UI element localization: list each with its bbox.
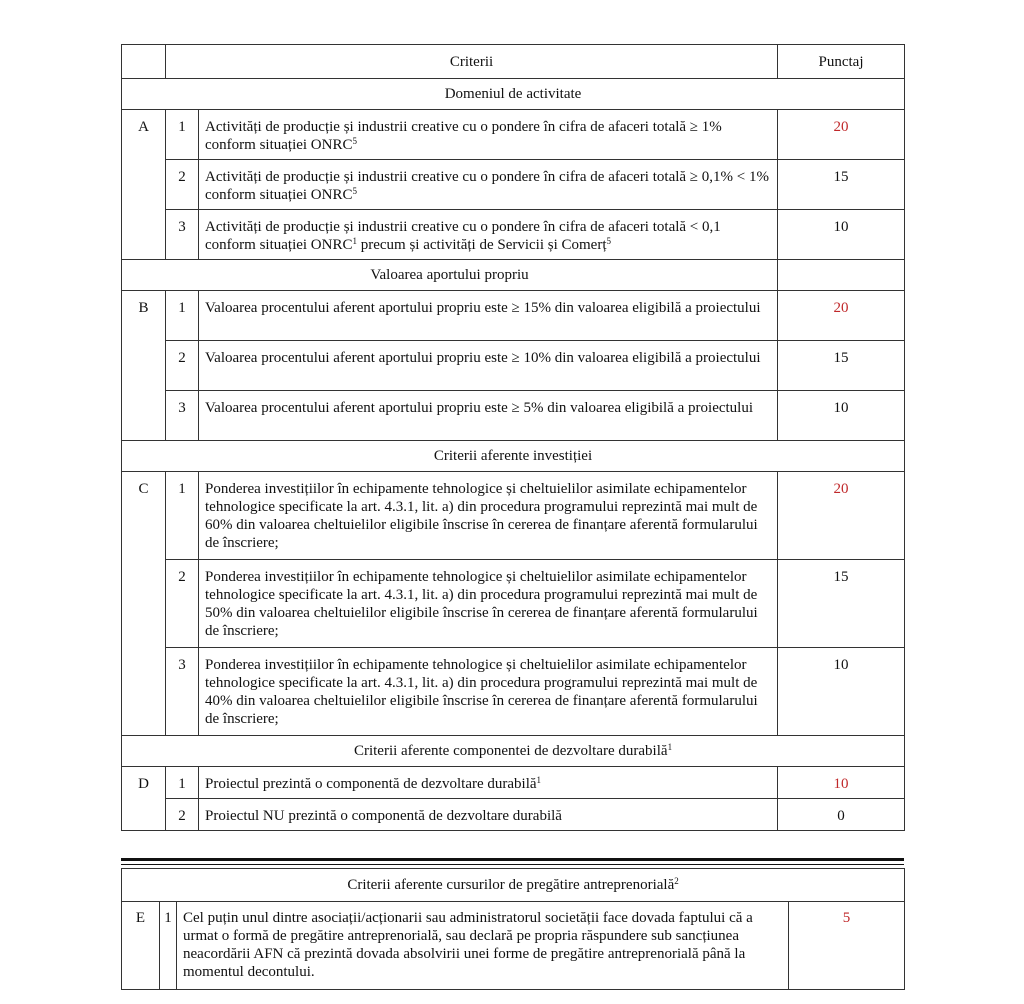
section-d-letter: D — [122, 767, 166, 831]
row-number: 2 — [166, 341, 199, 391]
row-number: 1 — [166, 472, 199, 560]
separator-rule — [121, 858, 904, 861]
row-number: 2 — [166, 799, 199, 831]
score-value: 20 — [778, 291, 905, 341]
table-row — [122, 291, 905, 341]
score-value: 20 — [778, 110, 905, 160]
score-value: 5 — [789, 902, 905, 990]
criterion-text: Proiectul prezintă o componentă de dezvoltare durabilă$^1$ — [199, 767, 778, 799]
table-row — [122, 160, 905, 210]
criterion-text: Ponderea investițiilor în echipamente tehnologice și cheltuielilor asimilate echipamentelor tehnologice specificate la art. 4.3.1, lit. a) din procedura programului reprezintă mai mult de 60% din valoarea cheltuielilor eligibile înscrise în cererea de finanțare aferentă formularului de înscriere; — [199, 472, 778, 560]
row-number: 2 — [166, 160, 199, 210]
header-empty-cell — [122, 45, 166, 79]
score-value: 10 — [778, 391, 905, 441]
section-c-title: Criterii aferente investiției — [122, 441, 905, 472]
row-number: 2 — [166, 560, 199, 648]
table-row — [122, 391, 905, 441]
table-row — [122, 648, 905, 736]
row-number: 3 — [166, 210, 199, 260]
section-e-title: Criterii aferente cursurilor de pregătire antreprenorială$^2$ — [122, 869, 905, 902]
section-e-title-row — [122, 869, 905, 902]
criteria-table-e — [121, 868, 905, 990]
row-number: 1 — [160, 902, 177, 990]
section-b-title-row — [122, 260, 905, 291]
criterion-text: Ponderea investițiilor în echipamente tehnologice și cheltuielilor asimilate echipamentelor tehnologice specificate la art. 4.3.1, lit. a) din procedura programului reprezintă mai mult de 40% din valoarea cheltuielilor eligibile înscrise în cererea de finanțare aferentă formularului de înscriere; — [199, 648, 778, 736]
table-header-row — [122, 45, 905, 79]
section-d-title: Criterii aferente componentei de dezvoltare durabilă$^1$ — [122, 736, 905, 767]
section-b-title: Valoarea aportului propriu — [122, 260, 778, 291]
table-row — [122, 341, 905, 391]
section-c-title-row — [122, 441, 905, 472]
criterion-text: Activități de producție și industrii creative cu o pondere în cifra de afaceri totală ≥ 1% conform situației ONRC$^5$ — [199, 110, 778, 160]
criterion-text: Activități de producție și industrii creative cu o pondere în cifra de afaceri totală ≥ 0,1% < 1% conform situației ONRC$^5$ — [199, 160, 778, 210]
section-e-letter: E — [122, 902, 160, 990]
score-value: 15 — [778, 560, 905, 648]
criterion-text: Ponderea investițiilor în echipamente tehnologice și cheltuielilor asimilate echipamentelor tehnologice specificate la art. 4.3.1, lit. a) din procedura programului reprezintă mai mult de 50% din valoarea cheltuielilor eligibile înscrise în cererea de finanțare aferentă formularului de înscriere; — [199, 560, 778, 648]
score-value: 10 — [778, 210, 905, 260]
table-row — [122, 472, 905, 560]
section-a-title-row — [122, 79, 905, 110]
header-score: Punctaj — [778, 45, 905, 79]
table-row — [122, 902, 905, 990]
score-value: 15 — [778, 341, 905, 391]
section-a-title: Domeniul de activitate — [122, 79, 905, 110]
score-value: 10 — [778, 767, 905, 799]
score-value: 15 — [778, 160, 905, 210]
section-b-title-empty — [778, 260, 905, 291]
separator-rule-thin — [121, 864, 904, 865]
table-row — [122, 110, 905, 160]
criterion-text: Activități de producție și industrii creative cu o pondere în cifra de afaceri totală < 0,1 conform situației ONRC$^1$ precum și activități de Servicii și Comerț$^5$ — [199, 210, 778, 260]
section-d-title-row — [122, 736, 905, 767]
table-row — [122, 767, 905, 799]
table-row — [122, 799, 905, 831]
row-number: 3 — [166, 391, 199, 441]
criteria-table — [121, 44, 905, 831]
row-number: 1 — [166, 291, 199, 341]
row-number: 3 — [166, 648, 199, 736]
section-a-letter: A — [122, 110, 166, 260]
criterion-text: Cel puțin unul dintre asociații/acționarii sau administratorul societății face dovada faptului că a urmat o formă de pregătire antreprenorială, sau declară pe propria răspundere sub sancțiunea neacordării AFN că prezintă dovada absolvirii unei forme de pregătire antreprenorială până la momentul decontului. — [177, 902, 789, 990]
score-value: 0 — [778, 799, 905, 831]
section-c-letter: C — [122, 472, 166, 736]
section-b-letter: B — [122, 291, 166, 441]
row-number: 1 — [166, 767, 199, 799]
table-row — [122, 560, 905, 648]
table-row — [122, 210, 905, 260]
criterion-text: Valoarea procentului aferent aportului propriu este ≥ 15% din valoarea eligibilă a proiectului — [199, 291, 778, 341]
criterion-text: Valoarea procentului aferent aportului propriu este ≥ 10% din valoarea eligibilă a proiectului — [199, 341, 778, 391]
criterion-text: Valoarea procentului aferent aportului propriu este ≥ 5% din valoarea eligibilă a proiectului — [199, 391, 778, 441]
score-value: 20 — [778, 472, 905, 560]
header-criteria: Criterii — [166, 45, 778, 79]
score-value: 10 — [778, 648, 905, 736]
row-number: 1 — [166, 110, 199, 160]
criterion-text: Proiectul NU prezintă o componentă de dezvoltare durabilă — [199, 799, 778, 831]
